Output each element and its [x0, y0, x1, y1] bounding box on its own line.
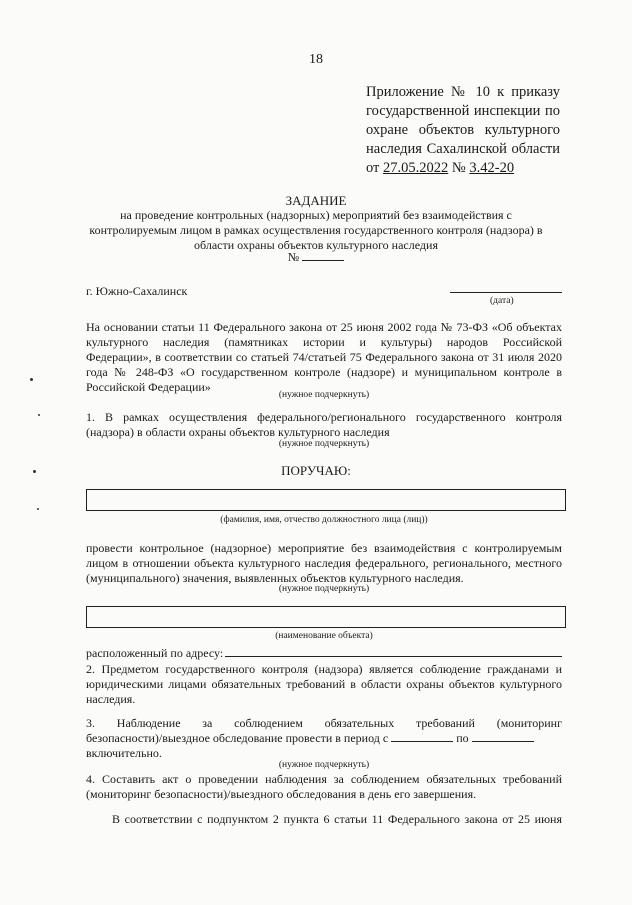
caption-underline: (нужное подчеркнуть)	[278, 439, 370, 449]
period-to: по	[456, 731, 469, 745]
address-label: расположенный по адресу:	[86, 646, 224, 660]
task-number-field[interactable]	[302, 260, 344, 261]
caption-underline: (нужное подчеркнуть)	[278, 390, 370, 400]
paragraph-line: Федерации», в соответствии со статьей 74/статьей 75 Федерального закона от 31 июля 2020	[86, 350, 562, 364]
paragraph-line: года № 248-ФЗ «О государственном контроле (надзоре) и муниципальном контроле в	[86, 365, 562, 379]
paragraph-line: лицом в отношении объекта культурного наследия федерального, регионального, местного	[86, 556, 562, 570]
address-line	[86, 645, 562, 661]
paragraph-line: На основании статьи 11 Федерального закона от 25 июня 2002 года № 73-ФЗ «Об объектах	[86, 320, 562, 334]
address-field[interactable]	[225, 645, 562, 657]
paragraph-line: 4. Составить акт о проведении наблюдения за соблюдением обязательных требований	[86, 772, 562, 786]
appendix-header	[366, 83, 560, 178]
subtitle-line: области охраны объектов культурного наследия	[194, 238, 438, 252]
item-1	[86, 410, 562, 440]
paragraph-line: культурного наследия (памятниках истории и культуры) народов Российской	[86, 335, 562, 349]
paragraph-line: (надзора) в области охраны объектов культурного наследия	[86, 425, 390, 439]
document-subtitle	[60, 208, 572, 253]
city: г. Южно-Сахалинск	[86, 284, 188, 298]
item-4	[86, 772, 562, 802]
paragraph-line: юридическими лицами обязательных требований в области охраны объектов культурного	[86, 677, 562, 691]
final-paragraph-line: В соответствии с подпунктом 2 пункта 6 статьи 11 Федерального закона от 25 июня	[112, 812, 562, 826]
caption-underline: (нужное подчеркнуть)	[278, 760, 370, 770]
paragraph-line: 3. Наблюдение за соблюдением обязательных требований (мониторинг	[86, 716, 562, 730]
appendix-line: Приложение № 10 к приказу	[366, 84, 560, 100]
paragraph-line: (муниципального) значения, выявленных объектов культурного наследия.	[86, 571, 464, 585]
period-text: безопасности)/выездное обследование провести в период с	[86, 731, 389, 745]
number-label: №	[287, 250, 300, 264]
paragraph-line: (мониторинг безопасности)/выездного обследования в день его завершения.	[86, 787, 477, 801]
order-number: 3.42-20	[469, 160, 515, 176]
basis-paragraph	[86, 320, 562, 395]
caption-object: (наименование объекта)	[275, 631, 373, 641]
paragraph-line: наследия.	[86, 692, 136, 706]
number-prefix: №	[448, 160, 470, 176]
scan-mark	[37, 508, 39, 510]
appendix-line: государственной инспекции по	[366, 103, 560, 119]
object-name-field[interactable]	[86, 606, 566, 628]
appendix-date-line	[366, 159, 560, 178]
paragraph-line: 2. Предметом государственного контроля (надзора) является соблюдение гражданами и	[86, 662, 562, 676]
caption-underline: (нужное подчеркнуть)	[278, 584, 370, 594]
scan-mark	[30, 378, 33, 381]
date-field[interactable]	[450, 292, 562, 293]
conduct-paragraph	[86, 541, 562, 586]
official-name-field[interactable]	[86, 489, 566, 511]
caption-official: (фамилия, имя, отчество должностного лица (лиц))	[220, 515, 428, 525]
task-number-line	[60, 250, 572, 265]
period-end-field[interactable]	[472, 741, 534, 742]
appendix-line: наследия Сахалинской области	[366, 141, 560, 157]
page-number: 18	[309, 52, 323, 67]
period-line	[86, 731, 562, 746]
item-3	[86, 716, 562, 761]
paragraph-line: включительно.	[86, 746, 162, 760]
date-prefix: от	[366, 160, 384, 176]
order-word: ПОРУЧАЮ:	[281, 463, 351, 478]
subtitle-line: на проведение контрольных (надзорных) мероприятий без взаимодействия с	[120, 208, 512, 222]
paragraph-line: Российской Федерации»	[86, 380, 211, 394]
subtitle-line: контролируемым лицом в рамках осуществления государственного контроля (надзора) в	[89, 223, 543, 237]
appendix-line: охране объектов культурного	[366, 122, 560, 138]
date-caption: (дата)	[490, 296, 514, 306]
scan-mark	[38, 414, 40, 416]
document-title: ЗАДАНИЕ	[285, 193, 347, 208]
item-2	[86, 662, 562, 707]
order-date: 27.05.2022	[383, 160, 449, 176]
scan-mark	[33, 470, 36, 473]
paragraph-line: провести контрольное (надзорное) мероприятие без взаимодействия с контролируемым	[86, 541, 562, 555]
paragraph-line: 1. В рамках осуществления федерального/регионального государственного контроля	[86, 410, 562, 424]
period-start-field[interactable]	[391, 741, 453, 742]
